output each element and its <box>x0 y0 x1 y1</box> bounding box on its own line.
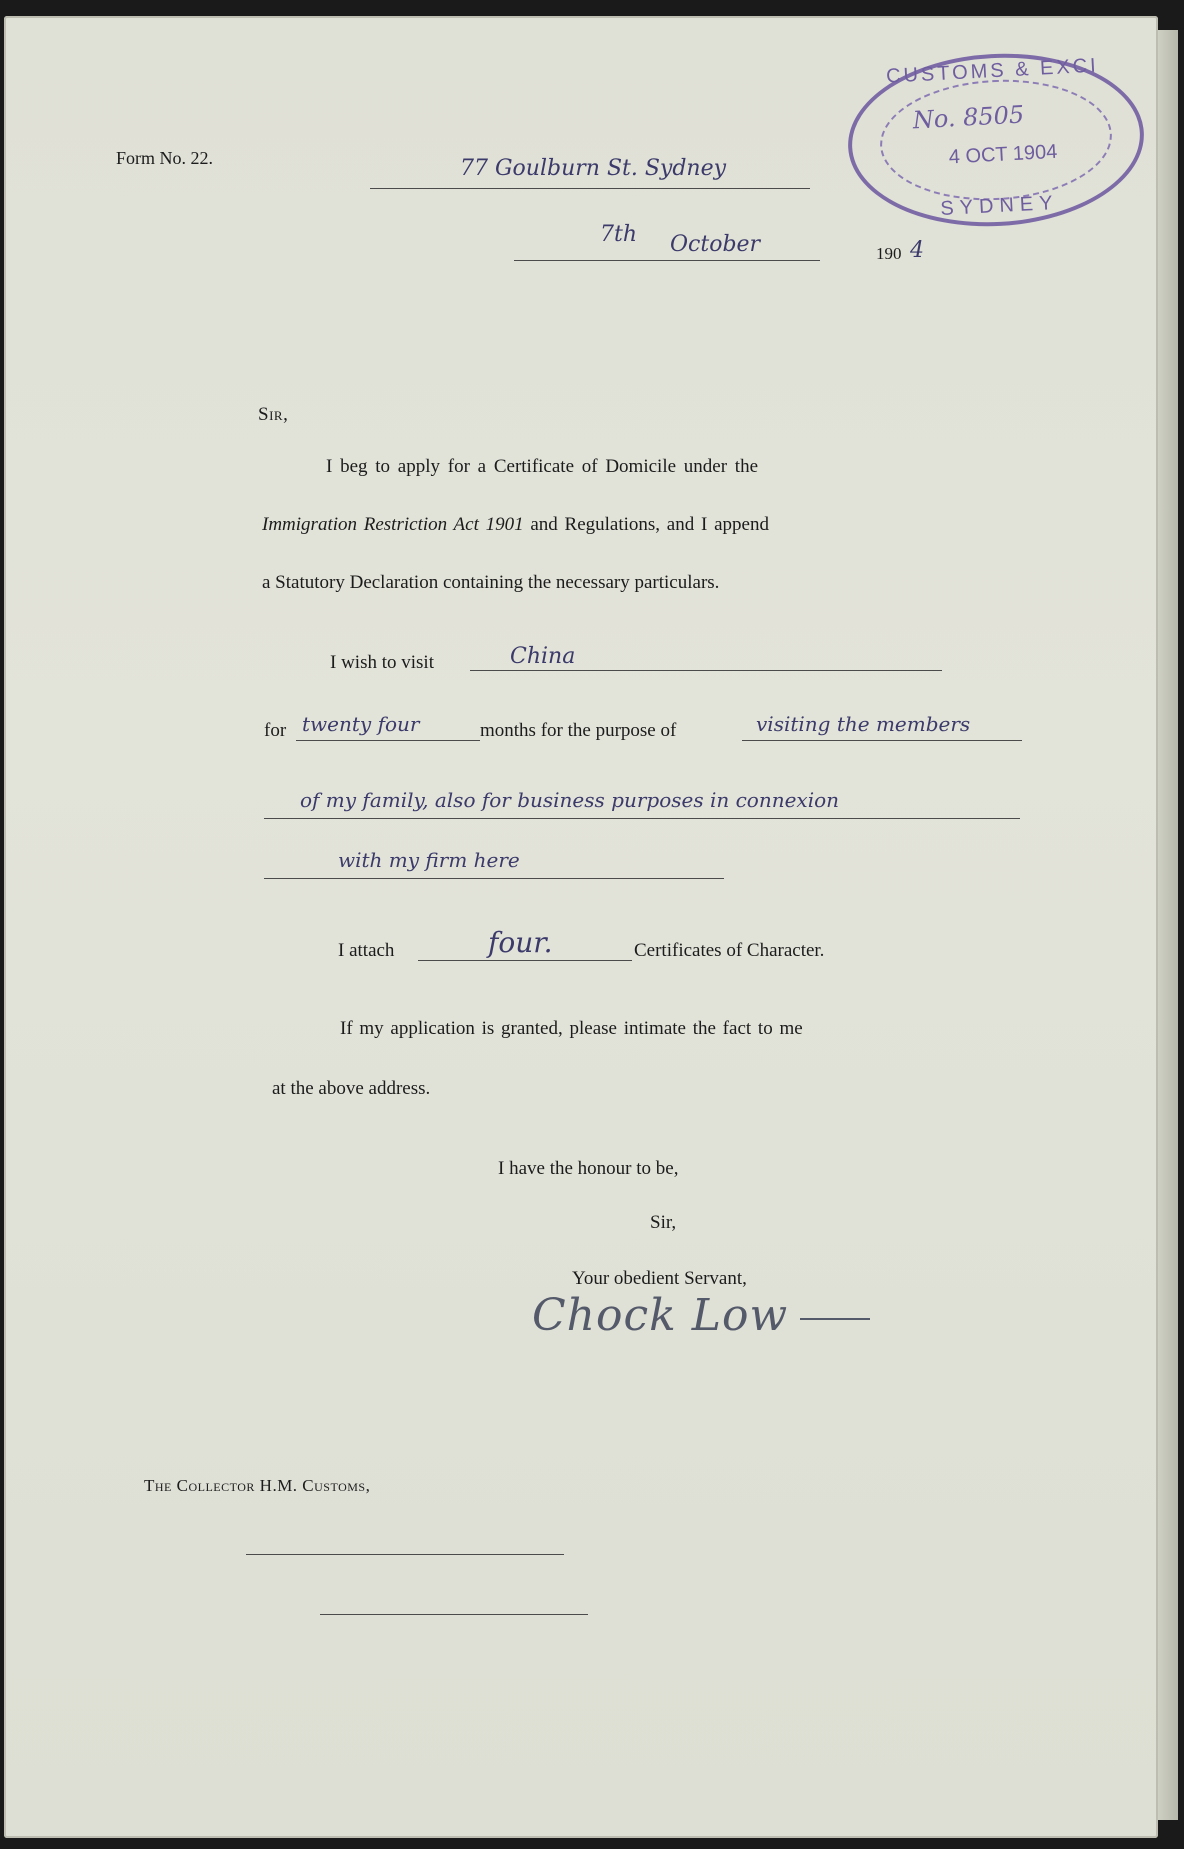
form-number: Form No. 22. <box>116 148 214 168</box>
closing-honour: I have the honour to be, <box>498 1158 679 1179</box>
signature: Chock Low <box>532 1290 789 1341</box>
purpose-line3: with my firm here <box>338 848 520 872</box>
visit-label: I wish to visit <box>330 652 434 673</box>
addressee-line2 <box>320 1614 588 1615</box>
purpose-line2-rule <box>264 818 1020 819</box>
address-street: 77 Goulburn St. Sydney <box>460 156 727 181</box>
granted-line1: If my application is granted, please intimate the fact to me <box>340 1018 803 1039</box>
customs-stamp <box>844 46 1149 233</box>
for-label: for <box>264 720 287 741</box>
months-text: months for the purpose of <box>480 720 677 741</box>
purpose-line3-rule <box>264 878 724 879</box>
visit-value: China <box>510 644 576 669</box>
stamp-number: No. 8505 <box>912 100 1025 135</box>
salutation: Sir, <box>258 404 289 425</box>
date-day: 7th <box>600 222 638 247</box>
para1-line3: a Statutory Declaration containing the necessary particulars. <box>262 572 720 593</box>
attach-value: four. <box>488 926 553 959</box>
addressee: The Collector H.M. Customs, <box>144 1476 371 1495</box>
visit-line <box>470 670 942 671</box>
document-page <box>4 16 1158 1838</box>
stamp-inner-ring <box>877 74 1115 206</box>
attach-line <box>418 960 632 961</box>
para1-line1: I beg to apply for a Certificate of Domicile under the <box>326 456 759 477</box>
purpose-line1-rule <box>742 740 1022 741</box>
stamp-date: 4 OCT 1904 <box>948 140 1058 169</box>
para1-line2-rest: and Regulations, and I append <box>523 514 769 535</box>
paper-edge <box>1158 30 1178 1820</box>
date-month: October <box>670 232 761 257</box>
para1-line2 <box>262 514 769 536</box>
duration-line <box>296 740 480 741</box>
date-line <box>514 260 820 261</box>
granted-line2: at the above address. <box>272 1078 431 1099</box>
addressee-line1 <box>246 1554 564 1555</box>
duration-value: twenty four <box>302 712 420 736</box>
stamp-bottom-text: SYDNEY <box>939 191 1060 220</box>
date-year-prefix: 190 <box>876 244 902 263</box>
date-year-suffix: 4 <box>910 238 924 263</box>
address-line <box>370 188 810 189</box>
stamp-top-text: CUSTOMS & EXCI <box>885 54 1100 88</box>
attach-label: I attach <box>338 940 395 961</box>
act-name: Immigration Restriction Act 1901 <box>262 514 524 535</box>
attach-suffix: Certificates of Character. <box>634 940 825 961</box>
closing-servant: Your obedient Servant, <box>572 1268 747 1289</box>
closing-sir: Sir, <box>650 1212 677 1233</box>
signature-flourish <box>800 1318 870 1320</box>
purpose-line1: visiting the members <box>756 712 971 736</box>
purpose-line2: of my family, also for business purposes in connexion <box>300 788 840 812</box>
